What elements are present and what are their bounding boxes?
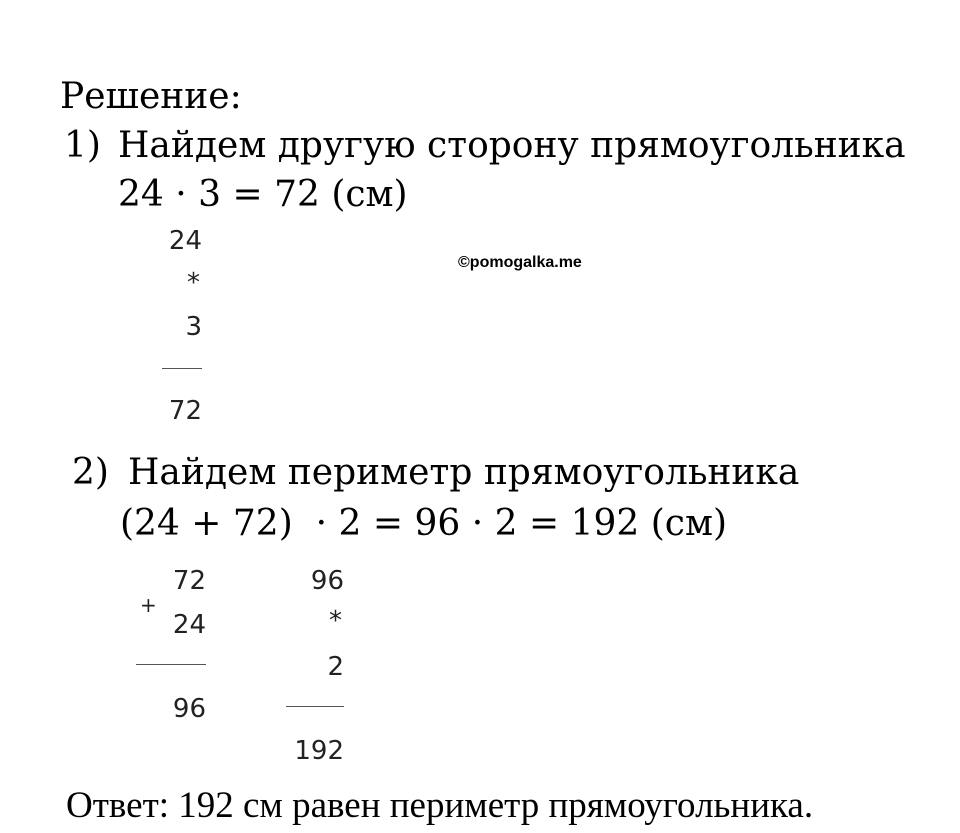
step2-addition-rule	[136, 664, 206, 665]
answer-text: Ответ: 192 см равен периметр прямоугольника.	[66, 785, 814, 826]
step1-column-top: 24	[168, 226, 202, 256]
step2-number: 2)	[72, 452, 109, 493]
step2-multiplication-operator: *	[329, 606, 342, 636]
step2-addition-top: 72	[172, 566, 206, 596]
step1-column-rule	[162, 368, 202, 369]
step2-expression: (24 + 72) · 2 = 96 · 2 = 192 (см)	[120, 503, 727, 544]
step2-text: Найдем периметр прямоугольника	[128, 452, 800, 493]
step2-addition-bottom: 24	[172, 610, 206, 640]
step2-addition-result: 96	[172, 694, 206, 724]
step1-expression: 24 · 3 = 72 (см)	[118, 174, 408, 215]
step2-addition-operator: +	[140, 593, 157, 617]
step1-column-operator: *	[187, 268, 200, 298]
step1-text: Найдем другую сторону прямоугольника	[118, 125, 906, 166]
solution-heading: Решение:	[60, 76, 242, 117]
step2-multiplication-top: 96	[310, 566, 344, 596]
step1-column-bottom: 3	[185, 312, 202, 342]
step1-number: 1)	[64, 125, 101, 166]
watermark: ©pomogalka.me	[458, 254, 582, 271]
step2-multiplication-bottom: 2	[327, 652, 344, 682]
step1-column-result: 72	[168, 396, 202, 426]
step2-multiplication-rule	[286, 706, 344, 707]
step2-multiplication-result: 192	[294, 736, 344, 766]
